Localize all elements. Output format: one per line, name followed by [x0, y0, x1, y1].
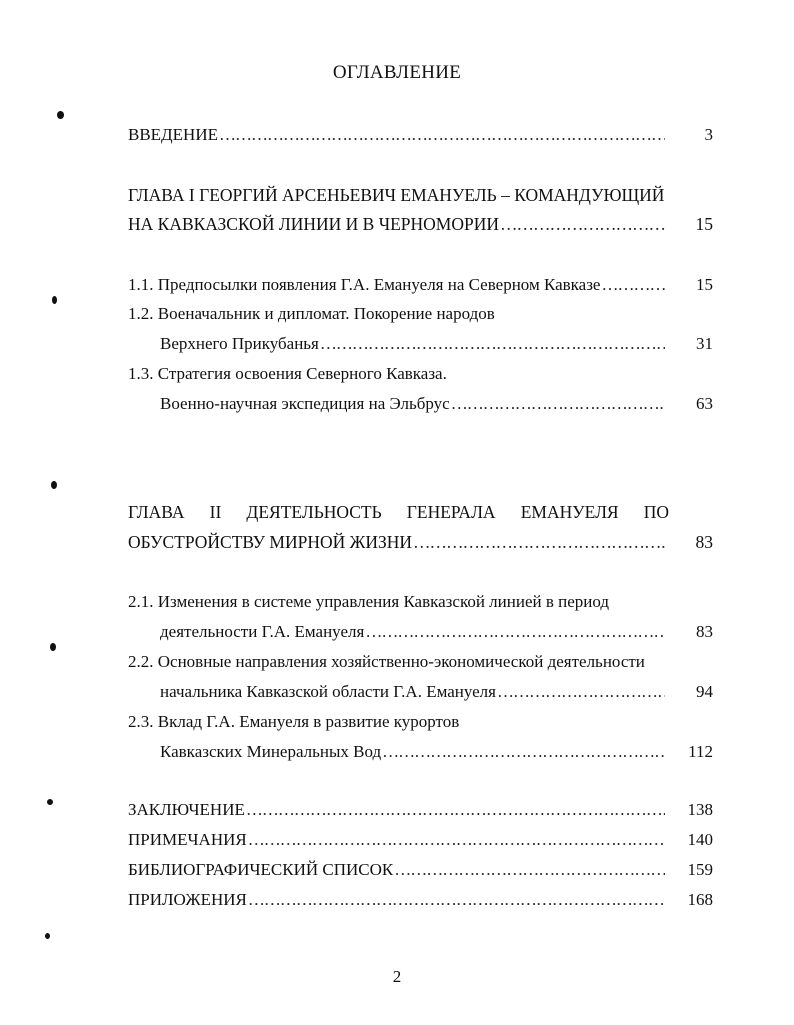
toc-entry-notes[interactable]	[128, 830, 713, 852]
toc-section-1-2[interactable]	[128, 304, 713, 326]
toc-entry-label: БИБЛИОГРАФИЧЕСКИЙ СПИСОК	[128, 860, 394, 879]
scan-blot	[47, 799, 53, 805]
toc-section-label-cont: Кавказских Минеральных Вод	[160, 742, 382, 761]
toc-chapter-word: ГЕНЕРАЛА	[406, 502, 496, 522]
toc-entry-bibliography[interactable]	[128, 860, 713, 882]
toc-chapter-title: ГЛАВА I ГЕОРГИЙ АРСЕНЬЕВИЧ ЕМАНУЕЛЬ – КОМАНДУЮЩИЙ	[128, 185, 665, 205]
toc-section-label: 2.3. Вклад Г.А. Емануеля в развитие курортов	[128, 712, 460, 731]
toc-chapter1-line2[interactable]	[128, 214, 713, 236]
scan-blot	[45, 933, 50, 939]
leader-dots	[601, 275, 665, 295]
toc-chapter-word: ДЕЯТЕЛЬНОСТЬ	[246, 502, 382, 522]
toc-chapter-word: ЕМАНУЕЛЯ	[520, 502, 619, 522]
page-title: ОГЛАВЛЕНИЕ	[332, 62, 462, 83]
leader-dots	[246, 800, 665, 820]
toc-chapter-word: ПО	[643, 502, 669, 522]
toc-section-1-3[interactable]	[128, 364, 713, 386]
toc-entry-appendices[interactable]	[128, 890, 713, 912]
toc-section-label: 2.1. Изменения в системе управления Кавказской линией в период	[128, 592, 610, 611]
leader-dots	[248, 890, 665, 910]
leader-dots	[382, 742, 665, 762]
leader-dots	[500, 214, 665, 235]
toc-chapter2-line1[interactable]	[128, 502, 713, 524]
toc-entry-label: ПРИМЕЧАНИЯ	[128, 830, 247, 849]
toc-chapter-title-cont: НА КАВКАЗСКОЙ ЛИНИИ И В ЧЕРНОМОРИИ	[128, 214, 499, 234]
toc-chapter1-line1[interactable]	[128, 185, 713, 207]
toc-entry-page: 15	[696, 275, 713, 294]
toc-section-label-cont: деятельности Г.А. Емануеля	[160, 622, 365, 641]
toc-entry-page: 31	[696, 334, 713, 353]
toc-entry-page: 83	[695, 532, 713, 552]
toc-section-label-cont: начальника Кавказской области Г.А. Емануеля	[160, 682, 496, 701]
toc-entry-page: 15	[695, 214, 713, 234]
leader-dots	[413, 532, 665, 553]
toc-section-1-1[interactable]	[128, 275, 713, 297]
toc-chapter-word: II	[209, 502, 222, 522]
toc-entry-page: 63	[696, 394, 713, 413]
leader-dots	[248, 830, 665, 850]
toc-entry-intro[interactable]	[128, 125, 713, 147]
toc-entry-label: ВВЕДЕНИЕ	[128, 125, 218, 144]
leader-dots	[320, 334, 665, 354]
scan-blot	[50, 643, 56, 651]
toc-entry-conclusion[interactable]	[128, 800, 713, 822]
toc-section-1-2-cont[interactable]	[160, 334, 713, 356]
toc-entry-page: 112	[688, 742, 713, 761]
toc-entry-page: 138	[687, 800, 713, 819]
toc-entry-page: 94	[696, 682, 713, 701]
toc-section-label-cont: Верхнего Прикубанья	[160, 334, 319, 353]
toc-section-label: 1.2. Военачальник и дипломат. Покорение народов	[128, 304, 495, 323]
toc-entry-label: ЗАКЛЮЧЕНИЕ	[128, 800, 245, 819]
toc-entry-page: 83	[696, 622, 713, 641]
toc-section-label-cont: Военно-научная экспедиция на Эльбрус	[160, 394, 450, 413]
toc-chapter-title-cont: ОБУСТРОЙСТВУ МИРНОЙ ЖИЗНИ	[128, 532, 413, 552]
leader-dots	[394, 860, 665, 880]
toc-chapter-word: ГЛАВА	[128, 502, 185, 522]
toc-section-2-1[interactable]	[128, 592, 713, 614]
toc-entry-page: 159	[687, 860, 713, 879]
toc-section-2-2-cont[interactable]	[160, 682, 713, 704]
toc-section-2-3-cont[interactable]	[160, 742, 713, 764]
toc-section-label: 1.3. Стратегия освоения Северного Кавказа.	[128, 364, 447, 383]
toc-entry-page: 140	[687, 830, 713, 849]
toc-section-label: 1.1. Предпосылки появления Г.А. Емануеля на Северном Кавказе	[128, 275, 601, 294]
toc-entry-page: 168	[687, 890, 713, 909]
scan-blot	[51, 481, 57, 489]
toc-section-1-3-cont[interactable]	[160, 394, 713, 416]
leader-dots	[497, 682, 665, 702]
leader-dots	[451, 394, 665, 414]
scan-blot	[57, 111, 64, 119]
toc-chapter2-line2[interactable]	[128, 532, 713, 554]
leader-dots	[365, 622, 665, 642]
toc-section-2-2[interactable]	[128, 652, 713, 674]
scan-blot	[52, 296, 57, 304]
toc-section-2-1-cont[interactable]	[160, 622, 713, 644]
leader-dots	[219, 125, 665, 145]
toc-entry-label: ПРИЛОЖЕНИЯ	[128, 890, 247, 909]
toc-section-2-3[interactable]	[128, 712, 713, 734]
toc-section-label: 2.2. Основные направления хозяйственно-экономической деятельности	[128, 652, 645, 671]
toc-entry-page: 3	[704, 125, 713, 144]
page-number: 2	[392, 967, 402, 986]
